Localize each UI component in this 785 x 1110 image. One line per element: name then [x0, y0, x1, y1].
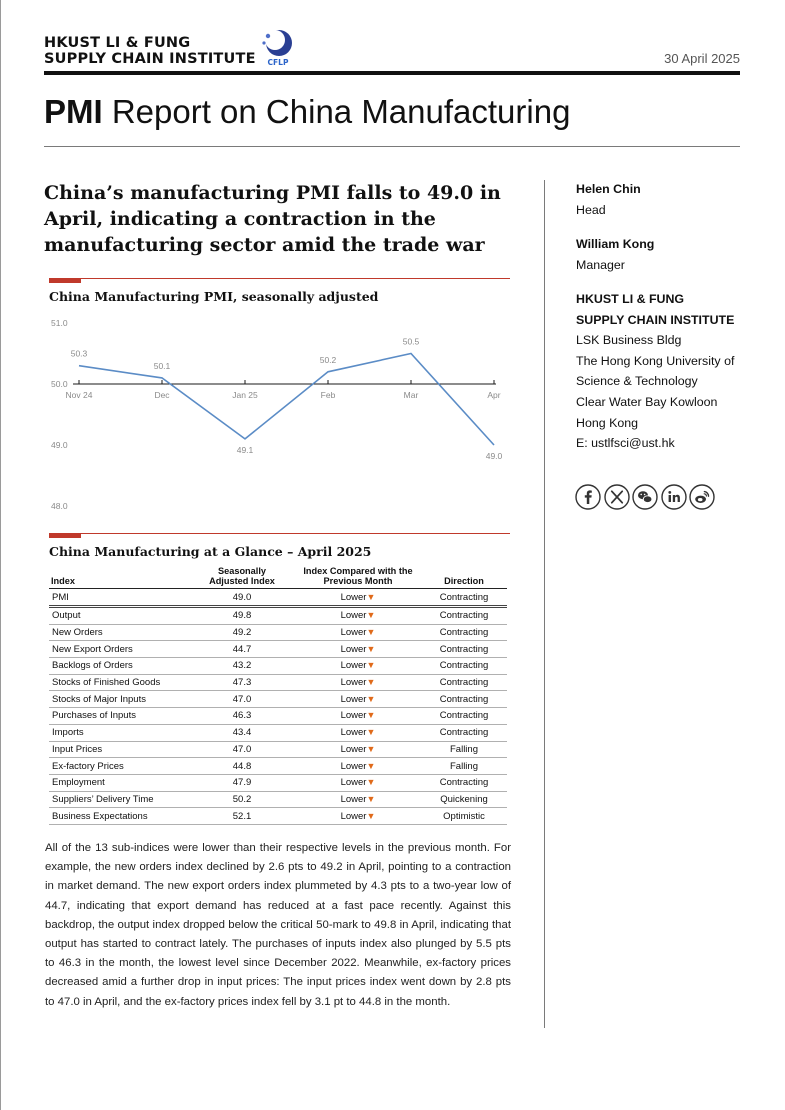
body-paragraph-text: All of the 13 sub-indices were lower than their respective levels in the previous month. For example, the new orders index declined by 2.6 pts to 49.2 in April, pointing to a contraction in market demand. The new export orders index plummeted by 4.3 pts to a two-year low of 44.7, indicating that export demand has reduced at a fast pace recently. Against this backdrop, the output index dropped below the critical 50-mark to 49.8 in April, indicating that output has started to contract lately. The purchases of inputs index also plunged by 5.5 pts to 46.3 in the month, the lowest level since December 2022. Meanwhile, ex-factory prices decreased amid a further drop in input prices: The input prices index went down by 2.8 pts to 47.0 in April, and the ex-factory prices index fell by 3.1 pt to 44.8 in the month.	[45, 842, 511, 1008]
y-tick-label: 48.0	[51, 501, 68, 511]
direction-cell-text: Falling	[450, 760, 478, 772]
value-cell	[189, 641, 295, 658]
value-cell	[189, 774, 295, 791]
linkedin-icon[interactable]	[661, 484, 687, 510]
wechat-icon[interactable]	[632, 484, 658, 510]
compare-cell-text: Lower	[340, 743, 367, 755]
compare-cell	[295, 774, 421, 791]
index-cell	[49, 589, 189, 607]
compare-cell-text: Lower	[340, 693, 367, 705]
index-cell	[49, 791, 189, 808]
down-arrow-icon: ▼	[366, 627, 376, 638]
value-cell	[189, 758, 295, 775]
index-cell	[49, 724, 189, 741]
value-cell-text: 43.2	[232, 660, 252, 672]
author-2-role: Manager	[576, 258, 625, 272]
direction-cell	[421, 691, 507, 708]
y-tick-label: 50.0	[51, 379, 68, 389]
title-rule	[44, 146, 740, 147]
value-cell-text: 49.8	[232, 610, 252, 622]
compare-cell-text: Lower	[340, 643, 367, 655]
index-cell-text: Input Prices	[52, 743, 103, 755]
index-cell	[49, 624, 189, 641]
table-row	[49, 724, 507, 741]
down-arrow-icon: ▼	[366, 643, 376, 654]
index-cell-text: Imports	[52, 727, 84, 739]
x-tick-label: Nov 24	[65, 390, 93, 400]
compare-cell-text: Lower	[340, 660, 367, 672]
index-cell-text: Suppliers’ Delivery Time	[52, 793, 154, 805]
table-title: China Manufacturing at a Glance – April 2025	[49, 544, 372, 559]
index-cell	[49, 708, 189, 725]
cflp-logo-icon	[259, 28, 297, 68]
direction-cell-text: Contracting	[439, 643, 489, 655]
compare-cell	[295, 624, 421, 641]
compare-cell-text: Lower	[340, 810, 367, 822]
direction-cell-text: Optimistic	[443, 810, 485, 822]
table-row	[49, 589, 507, 607]
table-row	[49, 791, 507, 808]
direction-cell	[421, 758, 507, 775]
compare-cell	[295, 674, 421, 691]
compare-cell-text: Lower	[340, 727, 367, 739]
col-header-compare-line2: Previous Month	[323, 576, 393, 586]
data-label: 50.2	[319, 354, 337, 365]
pmi-series-line	[79, 354, 494, 446]
contact-block	[576, 289, 766, 454]
index-cell	[49, 808, 189, 825]
index-cell	[49, 674, 189, 691]
data-label: 49.1	[236, 444, 254, 455]
contact-org-line2: SUPPLY CHAIN INSTITUTE	[576, 312, 735, 327]
x-tick-label: Jan 25	[232, 390, 258, 400]
compare-cell-text: Lower	[340, 677, 367, 689]
index-cell-text: Stocks of Finished Goods	[52, 677, 161, 689]
compare-cell	[295, 607, 421, 625]
direction-cell-text: Contracting	[439, 591, 489, 603]
index-cell-text: Business Expectations	[52, 810, 148, 822]
value-cell-text: 50.2	[232, 793, 252, 805]
index-cell-text: Employment	[52, 777, 105, 789]
weibo-icon[interactable]	[689, 484, 715, 510]
down-arrow-icon: ▼	[366, 677, 376, 688]
direction-cell	[421, 708, 507, 725]
contact-email[interactable]: E: ustlfsci@ust.hk	[576, 436, 675, 451]
direction-cell	[421, 724, 507, 741]
glance-table	[49, 566, 507, 825]
compare-cell-text: Lower	[340, 710, 367, 722]
direction-cell-text: Contracting	[439, 660, 489, 672]
x-tick-label: Apr	[487, 390, 501, 400]
contact-address-2: The Hong Kong University of	[576, 353, 735, 368]
table-row	[49, 774, 507, 791]
down-arrow-icon: ▼	[366, 793, 376, 804]
direction-cell-text: Contracting	[439, 727, 489, 739]
org-name	[44, 35, 256, 67]
col-header-value-line2: Adjusted Index	[209, 576, 275, 586]
value-cell	[189, 691, 295, 708]
col-header-index: Index	[49, 566, 189, 589]
compare-cell	[295, 658, 421, 675]
compare-cell-text: Lower	[340, 591, 367, 603]
table-row	[49, 641, 507, 658]
down-arrow-icon: ▼	[366, 693, 376, 704]
chart-section-mark	[49, 279, 81, 283]
direction-cell-text: Falling	[450, 743, 478, 755]
social-icons	[575, 484, 715, 510]
y-tick-label: 51.0	[51, 318, 68, 328]
index-cell	[49, 658, 189, 675]
compare-cell	[295, 724, 421, 741]
page-edge	[0, 0, 1, 1110]
contact-org-line1: HKUST LI & FUNG	[576, 292, 685, 306]
compare-cell	[295, 708, 421, 725]
value-cell	[189, 589, 295, 607]
compare-cell	[295, 589, 421, 607]
body-paragraph	[45, 839, 511, 1012]
table-row	[49, 758, 507, 775]
value-cell-text: 44.8	[232, 760, 252, 772]
index-cell	[49, 691, 189, 708]
value-cell	[189, 624, 295, 641]
value-cell	[189, 808, 295, 825]
table-section-rule	[49, 533, 510, 534]
direction-cell-text: Quickening	[440, 793, 488, 805]
x-icon[interactable]	[604, 484, 630, 510]
value-cell-text: 47.3	[232, 677, 252, 689]
compare-cell-text: Lower	[340, 760, 367, 772]
direction-cell	[421, 589, 507, 607]
table-row	[49, 808, 507, 825]
index-cell-text: Stocks of Major Inputs	[52, 693, 146, 705]
compare-cell-text: Lower	[340, 777, 367, 789]
col-header-compare-line1: Index Compared with the	[303, 566, 413, 576]
author-2	[576, 235, 766, 274]
contact-address-4: Clear Water Bay Kowloon	[576, 394, 718, 409]
value-cell-text: 49.2	[232, 627, 252, 639]
data-label: 49.0	[485, 451, 503, 461]
page-title-rest: Report on China Manufacturing	[102, 93, 571, 130]
direction-cell	[421, 808, 507, 825]
page-title	[44, 93, 570, 131]
col-header-value	[189, 566, 295, 589]
value-cell-text: 47.9	[232, 777, 252, 789]
compare-cell-text: Lower	[340, 610, 367, 622]
sidebar	[576, 180, 766, 454]
value-cell-text: 47.0	[232, 693, 252, 705]
table-section-mark	[49, 534, 81, 538]
data-label: 50.5	[402, 336, 420, 347]
direction-cell-text: Contracting	[439, 627, 489, 639]
value-cell-text: 49.0	[232, 591, 252, 603]
compare-cell	[295, 741, 421, 758]
direction-cell	[421, 624, 507, 641]
data-label: 50.3	[70, 348, 88, 359]
value-cell	[189, 658, 295, 675]
table-row	[49, 658, 507, 675]
compare-cell	[295, 791, 421, 808]
org-name-line1: HKUST LI & FUNG	[44, 35, 191, 51]
down-arrow-icon: ▼	[366, 610, 376, 621]
headline: China’s manufacturing PMI falls to 49.0 in April, indicating a contraction in the manufacturing sector amid the trade war	[44, 182, 501, 256]
x-tick-label: Feb	[320, 390, 336, 400]
contact-address-3: Science & Technology	[576, 374, 698, 389]
table-row	[49, 674, 507, 691]
col-header-compare	[295, 566, 421, 589]
value-cell	[189, 674, 295, 691]
author-1-role: Head	[576, 203, 606, 217]
down-arrow-icon: ▼	[366, 727, 376, 738]
value-cell	[189, 741, 295, 758]
index-cell	[49, 758, 189, 775]
x-tick-label: Mar	[403, 390, 419, 400]
col-header-value-line1: Seasonally	[217, 566, 266, 576]
compare-cell	[295, 691, 421, 708]
compare-cell	[295, 641, 421, 658]
value-cell	[189, 791, 295, 808]
down-arrow-icon: ▼	[366, 760, 376, 771]
value-cell-text: 46.3	[232, 710, 252, 722]
down-arrow-icon: ▼	[366, 743, 376, 754]
contact-address-1: LSK Business Bldg	[576, 333, 682, 348]
facebook-icon[interactable]	[575, 484, 601, 510]
author-2-name: William Kong	[576, 237, 655, 251]
page-title-bold: PMI	[44, 93, 103, 130]
table-row	[49, 691, 507, 708]
value-cell	[189, 724, 295, 741]
down-arrow-icon: ▼	[366, 777, 376, 788]
index-cell-text: PMI	[52, 591, 69, 603]
direction-cell-text: Contracting	[439, 677, 489, 689]
direction-cell-text: Contracting	[439, 610, 489, 622]
direction-cell	[421, 658, 507, 675]
header-rule	[44, 71, 740, 75]
index-cell-text: Backlogs of Orders	[52, 660, 133, 672]
direction-cell	[421, 774, 507, 791]
report-date: 30 April 2025	[664, 51, 740, 66]
index-cell-text: Purchases of Inputs	[52, 710, 136, 722]
chart-section-rule	[49, 278, 510, 279]
x-tick-label: Dec	[154, 390, 170, 400]
direction-cell	[421, 674, 507, 691]
org-name-line2: SUPPLY CHAIN INSTITUTE	[44, 51, 256, 67]
direction-cell	[421, 641, 507, 658]
table-row	[49, 708, 507, 725]
sidebar-divider	[544, 180, 545, 1028]
index-cell-text: Ex-factory Prices	[52, 760, 124, 772]
direction-cell	[421, 607, 507, 625]
compare-cell	[295, 758, 421, 775]
contact-address-5: Hong Kong	[576, 415, 639, 430]
down-arrow-icon: ▼	[366, 710, 376, 721]
value-cell-text: 44.7	[232, 643, 252, 655]
table-row	[49, 741, 507, 758]
value-cell-text: 52.1	[232, 810, 252, 822]
pmi-line-chart	[44, 312, 514, 517]
direction-cell	[421, 741, 507, 758]
compare-cell-text: Lower	[340, 627, 367, 639]
direction-cell-text: Contracting	[439, 710, 489, 722]
table-row	[49, 607, 507, 625]
logo-text: CFLP	[267, 58, 289, 67]
index-cell	[49, 607, 189, 625]
compare-cell-text: Lower	[340, 793, 367, 805]
down-arrow-icon: ▼	[366, 810, 376, 821]
direction-cell-text: Contracting	[439, 777, 489, 789]
index-cell	[49, 774, 189, 791]
author-1	[576, 180, 766, 219]
value-cell-text: 43.4	[232, 727, 252, 739]
index-cell	[49, 741, 189, 758]
direction-cell	[421, 791, 507, 808]
col-header-direction: Direction	[421, 566, 507, 589]
data-label: 50.1	[153, 360, 171, 371]
author-1-name: Helen Chin	[576, 182, 641, 196]
value-cell	[189, 607, 295, 625]
index-cell-text: New Orders	[52, 627, 103, 639]
down-arrow-icon: ▼	[366, 591, 376, 602]
index-cell-text: New Export Orders	[52, 643, 133, 655]
down-arrow-icon: ▼	[366, 660, 376, 671]
compare-cell	[295, 808, 421, 825]
value-cell-text: 47.0	[232, 743, 252, 755]
value-cell	[189, 708, 295, 725]
glance-header-row	[49, 566, 507, 589]
index-cell-text: Output	[52, 610, 81, 622]
table-row	[49, 624, 507, 641]
index-cell	[49, 641, 189, 658]
direction-cell-text: Contracting	[439, 693, 489, 705]
chart-title: China Manufacturing PMI, seasonally adjusted	[49, 289, 379, 304]
y-tick-label: 49.0	[51, 440, 68, 450]
